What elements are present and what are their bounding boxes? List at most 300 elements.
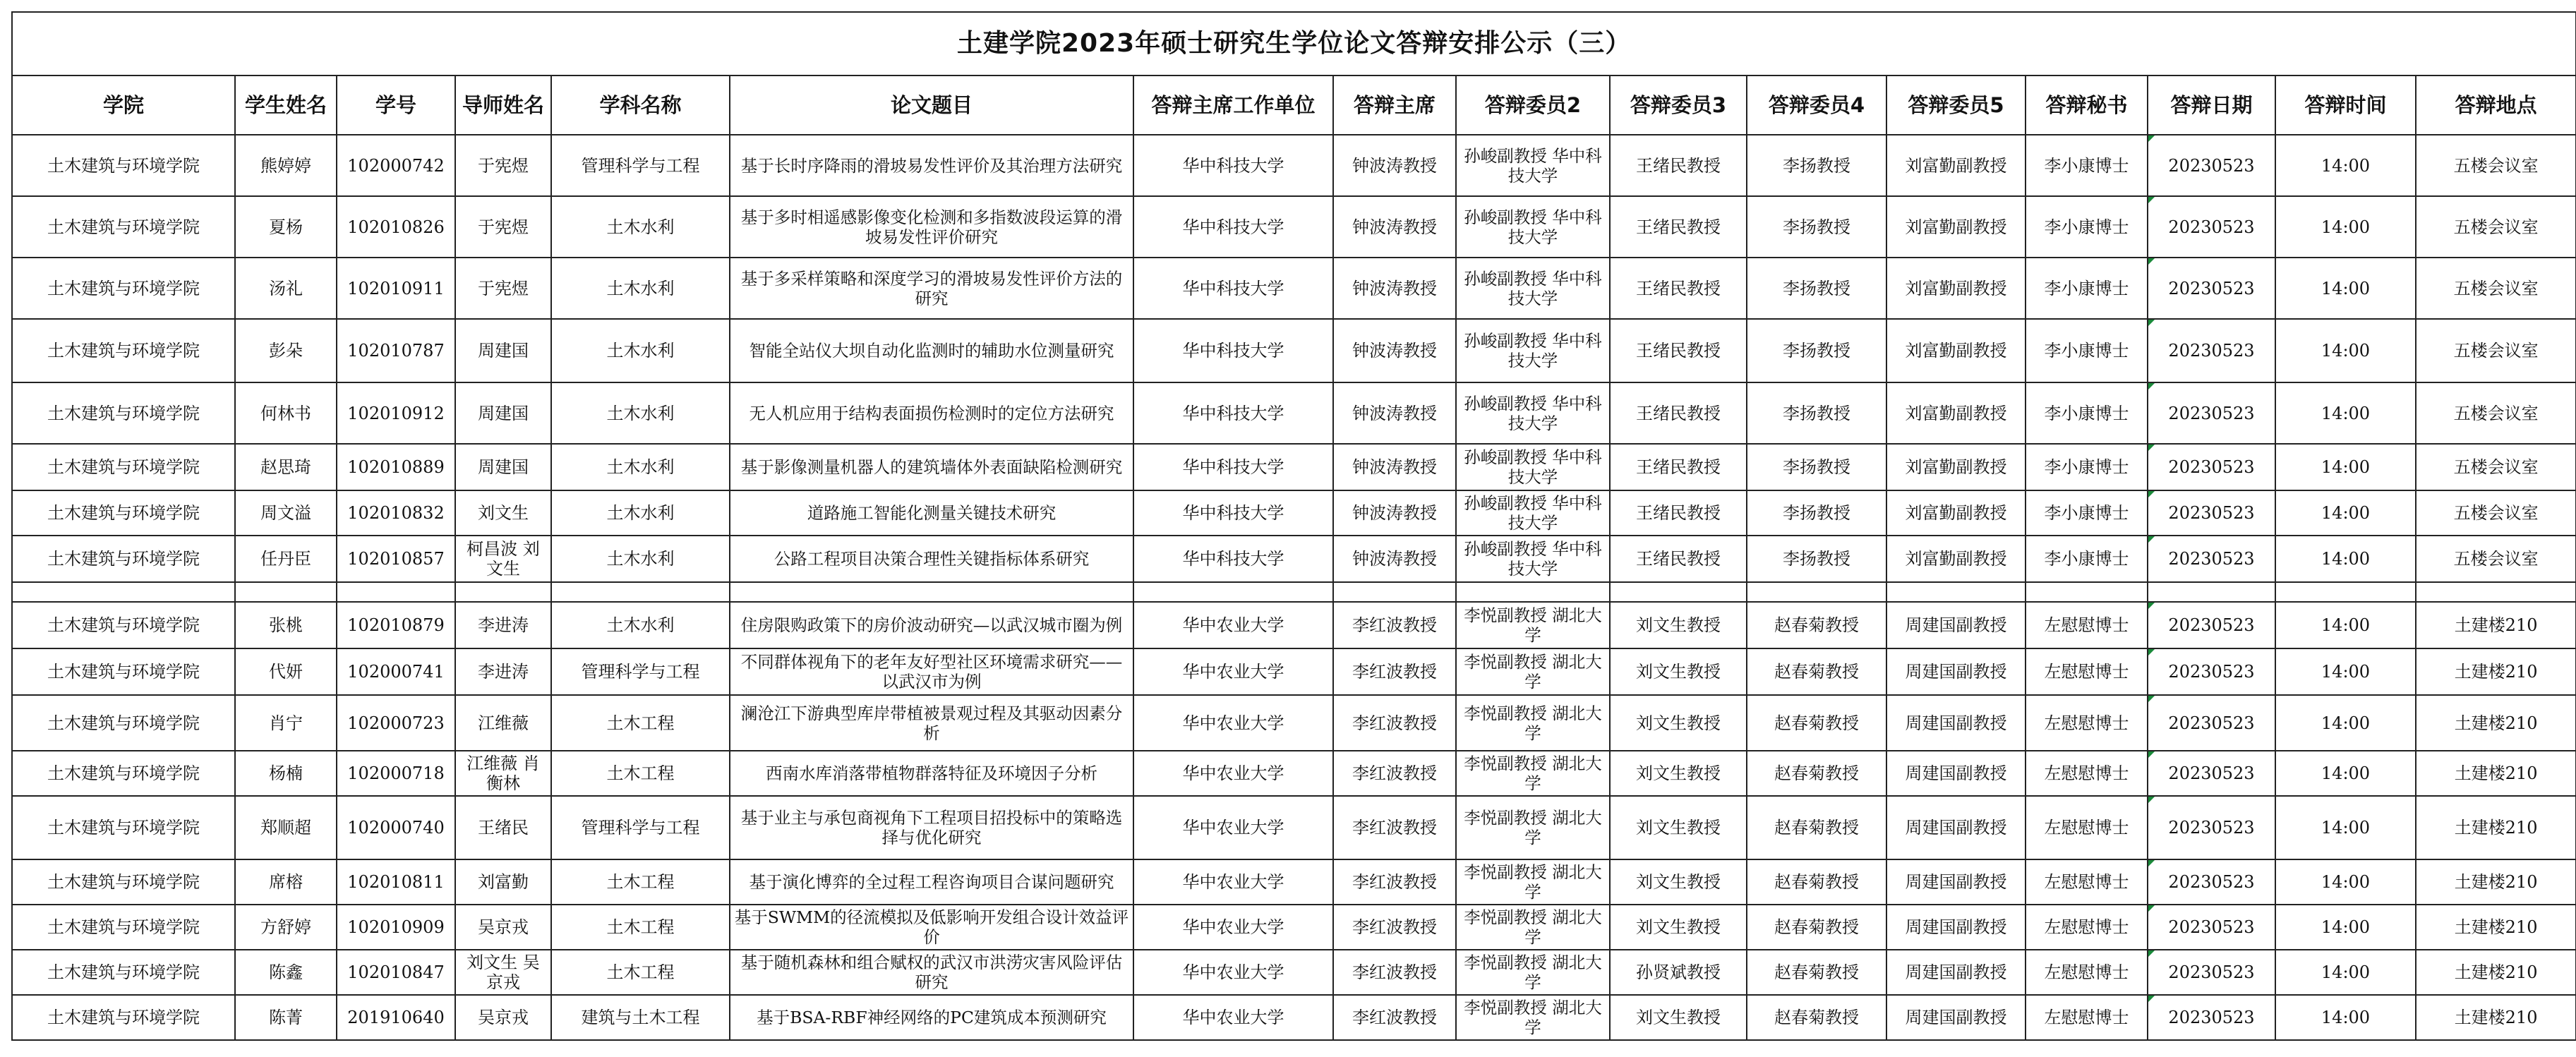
committee-member-5-cell: 周建国副教授 — [1886, 695, 2026, 751]
committee-member-2-cell: 李悦副教授 湖北大学 — [1456, 905, 1610, 950]
group-separator-row — [12, 582, 2576, 602]
chair-cell: 钟波涛教授 — [1333, 536, 1456, 582]
student-id-cell: 201910640 — [337, 995, 455, 1040]
student-id-cell: 102000742 — [337, 135, 455, 196]
chair-unit-cell: 华中科技大学 — [1133, 196, 1333, 258]
committee-member-2-cell: 李悦副教授 湖北大学 — [1456, 648, 1610, 695]
committee-member-3-cell: 刘文生教授 — [1610, 602, 1747, 648]
student-id-cell: 102000718 — [337, 751, 455, 796]
defense-place-cell: 五楼会议室 — [2416, 444, 2576, 490]
student-name-cell: 代妍 — [235, 648, 337, 695]
advisor-cell: 江维薇 — [455, 695, 551, 751]
header-college: 学院 — [12, 76, 235, 135]
committee-member-4-cell: 李扬教授 — [1747, 382, 1886, 444]
committee-member-3-cell: 王绪民教授 — [1610, 319, 1747, 382]
committee-member-4-cell: 赵春菊教授 — [1747, 995, 1886, 1040]
committee-member-5-cell: 周建国副教授 — [1886, 602, 2026, 648]
advisor-cell: 于宪煜 — [455, 135, 551, 196]
empty-cell — [1133, 582, 1333, 602]
secretary-cell: 李小康博士 — [2026, 536, 2148, 582]
empty-cell — [1886, 582, 2026, 602]
thesis-title-cell: 无人机应用于结构表面损伤检测时的定位方法研究 — [730, 382, 1133, 444]
student-name-cell: 彭朵 — [235, 319, 337, 382]
student-name-cell: 熊婷婷 — [235, 135, 337, 196]
committee-member-3-cell: 王绪民教授 — [1610, 536, 1747, 582]
secretary-cell: 李小康博士 — [2026, 258, 2148, 319]
committee-member-3-cell: 王绪民教授 — [1610, 196, 1747, 258]
table-row — [12, 751, 2576, 796]
defense-time-cell: 14:00 — [2275, 196, 2416, 258]
student-name-cell: 张桃 — [235, 602, 337, 648]
student-name-cell: 郑顺超 — [235, 796, 337, 859]
discipline-cell: 土木工程 — [551, 751, 730, 796]
student-id-cell: 102010912 — [337, 382, 455, 444]
defense-time-cell: 14:00 — [2275, 905, 2416, 950]
discipline-cell: 土木水利 — [551, 536, 730, 582]
chair-cell: 钟波涛教授 — [1333, 258, 1456, 319]
defense-place-cell: 五楼会议室 — [2416, 319, 2576, 382]
thesis-title-cell: 公路工程项目决策合理性关键指标体系研究 — [730, 536, 1133, 582]
student-name-cell: 何林书 — [235, 382, 337, 444]
defense-time-cell: 14:00 — [2275, 490, 2416, 536]
committee-member-2-cell: 孙峻副教授 华中科技大学 — [1456, 135, 1610, 196]
table-row — [12, 258, 2576, 319]
defense-date-cell: 20230523 — [2148, 751, 2275, 796]
table-row — [12, 950, 2576, 995]
empty-cell — [1747, 582, 1886, 602]
chair-unit-cell: 华中农业大学 — [1133, 859, 1333, 905]
advisor-cell: 王绪民 — [455, 796, 551, 859]
advisor-cell: 吴京戎 — [455, 995, 551, 1040]
table-row — [12, 536, 2576, 582]
student-id-cell: 102010826 — [337, 196, 455, 258]
defense-schedule-sheet — [11, 11, 2566, 1041]
chair-unit-cell: 华中农业大学 — [1133, 905, 1333, 950]
chair-unit-cell: 华中科技大学 — [1133, 258, 1333, 319]
empty-cell — [12, 582, 235, 602]
defense-place-cell: 五楼会议室 — [2416, 382, 2576, 444]
table-row — [12, 859, 2576, 905]
college-cell: 土木建筑与环境学院 — [12, 382, 235, 444]
student-name-cell: 方舒婷 — [235, 905, 337, 950]
header-member-2: 答辩委员2 — [1456, 76, 1610, 135]
college-cell: 土木建筑与环境学院 — [12, 648, 235, 695]
chair-cell: 钟波涛教授 — [1333, 490, 1456, 536]
chair-cell: 李红波教授 — [1333, 751, 1456, 796]
discipline-cell: 管理科学与工程 — [551, 648, 730, 695]
student-id-cell: 102000723 — [337, 695, 455, 751]
committee-member-2-cell: 孙峻副教授 华中科技大学 — [1456, 536, 1610, 582]
committee-member-4-cell: 李扬教授 — [1747, 319, 1886, 382]
defense-place-cell: 土建楼210 — [2416, 995, 2576, 1040]
student-name-cell: 夏杨 — [235, 196, 337, 258]
committee-member-3-cell: 刘文生教授 — [1610, 648, 1747, 695]
empty-cell — [1456, 582, 1610, 602]
discipline-cell: 土木水利 — [551, 490, 730, 536]
chair-cell: 李红波教授 — [1333, 602, 1456, 648]
empty-cell — [730, 582, 1133, 602]
committee-member-4-cell: 赵春菊教授 — [1747, 602, 1886, 648]
defense-place-cell: 土建楼210 — [2416, 695, 2576, 751]
defense-place-cell: 土建楼210 — [2416, 905, 2576, 950]
committee-member-3-cell: 刘文生教授 — [1610, 859, 1747, 905]
defense-date-cell: 20230523 — [2148, 319, 2275, 382]
committee-member-4-cell: 赵春菊教授 — [1747, 796, 1886, 859]
table-row — [12, 490, 2576, 536]
defense-time-cell: 14:00 — [2275, 382, 2416, 444]
student-id-cell: 102010911 — [337, 258, 455, 319]
student-id-cell: 102010909 — [337, 905, 455, 950]
college-cell: 土木建筑与环境学院 — [12, 905, 235, 950]
table-row — [12, 648, 2576, 695]
defense-time-cell: 14:00 — [2275, 602, 2416, 648]
header-chair: 答辩主席 — [1333, 76, 1456, 135]
college-cell: 土木建筑与环境学院 — [12, 258, 235, 319]
college-cell: 土木建筑与环境学院 — [12, 995, 235, 1040]
committee-member-3-cell: 王绪民教授 — [1610, 490, 1747, 536]
empty-cell — [337, 582, 455, 602]
chair-unit-cell: 华中科技大学 — [1133, 319, 1333, 382]
defense-date-cell: 20230523 — [2148, 135, 2275, 196]
defense-date-cell: 20230523 — [2148, 796, 2275, 859]
chair-unit-cell: 华中科技大学 — [1133, 490, 1333, 536]
student-id-cell: 102010787 — [337, 319, 455, 382]
discipline-cell: 土木水利 — [551, 196, 730, 258]
header-discipline: 学科名称 — [551, 76, 730, 135]
header-advisor: 导师姓名 — [455, 76, 551, 135]
defense-place-cell: 土建楼210 — [2416, 859, 2576, 905]
defense-date-cell: 20230523 — [2148, 859, 2275, 905]
committee-member-3-cell: 刘文生教授 — [1610, 796, 1747, 859]
student-name-cell: 周文溢 — [235, 490, 337, 536]
header-member-5: 答辩委员5 — [1886, 76, 2026, 135]
defense-date-cell: 20230523 — [2148, 648, 2275, 695]
defense-date-cell: 20230523 — [2148, 602, 2275, 648]
secretary-cell: 左慰慰博士 — [2026, 950, 2148, 995]
committee-member-4-cell: 李扬教授 — [1747, 258, 1886, 319]
committee-member-2-cell: 李悦副教授 湖北大学 — [1456, 950, 1610, 995]
defense-place-cell: 五楼会议室 — [2416, 258, 2576, 319]
committee-member-2-cell: 孙峻副教授 华中科技大学 — [1456, 490, 1610, 536]
chair-unit-cell: 华中农业大学 — [1133, 995, 1333, 1040]
defense-time-cell: 14:00 — [2275, 751, 2416, 796]
advisor-cell: 江维薇 肖衡林 — [455, 751, 551, 796]
defense-date-cell: 20230523 — [2148, 905, 2275, 950]
empty-cell — [1333, 582, 1456, 602]
committee-member-2-cell: 李悦副教授 湖北大学 — [1456, 695, 1610, 751]
empty-cell — [455, 582, 551, 602]
college-cell: 土木建筑与环境学院 — [12, 536, 235, 582]
secretary-cell: 李小康博士 — [2026, 444, 2148, 490]
college-cell: 土木建筑与环境学院 — [12, 444, 235, 490]
student-id-cell: 102000740 — [337, 796, 455, 859]
thesis-title-cell: 基于随机森林和组合赋权的武汉市洪涝灾害风险评估研究 — [730, 950, 1133, 995]
defense-place-cell: 五楼会议室 — [2416, 196, 2576, 258]
student-id-cell: 102010811 — [337, 859, 455, 905]
college-cell: 土木建筑与环境学院 — [12, 859, 235, 905]
chair-cell: 李红波教授 — [1333, 648, 1456, 695]
committee-member-5-cell: 刘富勤副教授 — [1886, 135, 2026, 196]
thesis-title-cell: 基于影像测量机器人的建筑墙体外表面缺陷检测研究 — [730, 444, 1133, 490]
table-row — [12, 444, 2576, 490]
defense-place-cell: 五楼会议室 — [2416, 536, 2576, 582]
chair-cell: 李红波教授 — [1333, 796, 1456, 859]
page-title: 土建学院2023年硕士研究生学位论文答辩安排公示（三） — [12, 12, 2576, 76]
student-id-cell: 102010857 — [337, 536, 455, 582]
defense-date-cell: 20230523 — [2148, 536, 2275, 582]
discipline-cell: 土木工程 — [551, 950, 730, 995]
advisor-cell: 刘富勤 — [455, 859, 551, 905]
chair-cell: 钟波涛教授 — [1333, 196, 1456, 258]
secretary-cell: 左慰慰博士 — [2026, 995, 2148, 1040]
committee-member-4-cell: 李扬教授 — [1747, 536, 1886, 582]
committee-member-4-cell: 李扬教授 — [1747, 490, 1886, 536]
chair-unit-cell: 华中农业大学 — [1133, 751, 1333, 796]
college-cell: 土木建筑与环境学院 — [12, 319, 235, 382]
committee-member-2-cell: 孙峻副教授 华中科技大学 — [1456, 319, 1610, 382]
table-row — [12, 602, 2576, 648]
chair-unit-cell: 华中科技大学 — [1133, 382, 1333, 444]
committee-member-4-cell: 赵春菊教授 — [1747, 950, 1886, 995]
college-cell: 土木建筑与环境学院 — [12, 135, 235, 196]
defense-date-cell: 20230523 — [2148, 196, 2275, 258]
committee-member-2-cell: 孙峻副教授 华中科技大学 — [1456, 382, 1610, 444]
thesis-title-cell: 基于多采样策略和深度学习的滑坡易发性评价方法的研究 — [730, 258, 1133, 319]
chair-unit-cell: 华中农业大学 — [1133, 950, 1333, 995]
committee-member-5-cell: 刘富勤副教授 — [1886, 536, 2026, 582]
chair-cell: 钟波涛教授 — [1333, 135, 1456, 196]
committee-member-3-cell: 王绪民教授 — [1610, 258, 1747, 319]
committee-member-3-cell: 王绪民教授 — [1610, 135, 1747, 196]
header-thesis-title: 论文题目 — [730, 76, 1133, 135]
header-place: 答辩地点 — [2416, 76, 2576, 135]
defense-date-cell: 20230523 — [2148, 695, 2275, 751]
defense-place-cell: 土建楼210 — [2416, 796, 2576, 859]
committee-member-2-cell: 李悦副教授 湖北大学 — [1456, 751, 1610, 796]
table-row — [12, 695, 2576, 751]
committee-member-5-cell: 周建国副教授 — [1886, 995, 2026, 1040]
committee-member-4-cell: 李扬教授 — [1747, 444, 1886, 490]
committee-member-3-cell: 王绪民教授 — [1610, 444, 1747, 490]
discipline-cell: 土木水利 — [551, 319, 730, 382]
defense-schedule-table — [11, 11, 2576, 1041]
committee-member-5-cell: 刘富勤副教授 — [1886, 196, 2026, 258]
college-cell: 土木建筑与环境学院 — [12, 490, 235, 536]
committee-member-5-cell: 刘富勤副教授 — [1886, 319, 2026, 382]
committee-member-3-cell: 王绪民教授 — [1610, 382, 1747, 444]
defense-time-cell: 14:00 — [2275, 319, 2416, 382]
defense-date-cell: 20230523 — [2148, 490, 2275, 536]
chair-cell: 李红波教授 — [1333, 695, 1456, 751]
chair-unit-cell: 华中农业大学 — [1133, 695, 1333, 751]
secretary-cell: 左慰慰博士 — [2026, 695, 2148, 751]
committee-member-2-cell: 孙峻副教授 华中科技大学 — [1456, 444, 1610, 490]
advisor-cell: 李进涛 — [455, 602, 551, 648]
thesis-title-cell: 道路施工智能化测量关键技术研究 — [730, 490, 1133, 536]
chair-unit-cell: 华中科技大学 — [1133, 444, 1333, 490]
thesis-title-cell: 基于长时序降雨的滑坡易发性评价及其治理方法研究 — [730, 135, 1133, 196]
discipline-cell: 土木水利 — [551, 602, 730, 648]
advisor-cell: 周建国 — [455, 382, 551, 444]
defense-time-cell: 14:00 — [2275, 950, 2416, 995]
student-name-cell: 赵思琦 — [235, 444, 337, 490]
defense-place-cell: 土建楼210 — [2416, 602, 2576, 648]
committee-member-5-cell: 刘富勤副教授 — [1886, 444, 2026, 490]
committee-member-3-cell: 孙贤斌教授 — [1610, 950, 1747, 995]
secretary-cell: 左慰慰博士 — [2026, 859, 2148, 905]
header-member-3: 答辩委员3 — [1610, 76, 1747, 135]
defense-date-cell: 20230523 — [2148, 444, 2275, 490]
discipline-cell: 土木水利 — [551, 444, 730, 490]
defense-time-cell: 14:00 — [2275, 536, 2416, 582]
student-id-cell: 102010879 — [337, 602, 455, 648]
header-time: 答辩时间 — [2275, 76, 2416, 135]
table-row — [12, 382, 2576, 444]
college-cell: 土木建筑与环境学院 — [12, 751, 235, 796]
committee-member-5-cell: 周建国副教授 — [1886, 950, 2026, 995]
secretary-cell: 李小康博士 — [2026, 196, 2148, 258]
empty-cell — [551, 582, 730, 602]
thesis-title-cell: 西南水库消落带植物群落特征及环境因子分析 — [730, 751, 1133, 796]
committee-member-2-cell: 孙峻副教授 华中科技大学 — [1456, 196, 1610, 258]
committee-member-5-cell: 周建国副教授 — [1886, 751, 2026, 796]
discipline-cell: 土木工程 — [551, 905, 730, 950]
student-id-cell: 102010832 — [337, 490, 455, 536]
advisor-cell: 于宪煜 — [455, 196, 551, 258]
advisor-cell: 吴京戎 — [455, 905, 551, 950]
college-cell: 土木建筑与环境学院 — [12, 695, 235, 751]
student-id-cell: 102010847 — [337, 950, 455, 995]
committee-member-5-cell: 周建国副教授 — [1886, 859, 2026, 905]
committee-member-3-cell: 刘文生教授 — [1610, 695, 1747, 751]
thesis-title-cell: 基于BSA-RBF神经网络的PC建筑成本预测研究 — [730, 995, 1133, 1040]
advisor-cell: 周建国 — [455, 444, 551, 490]
committee-member-4-cell: 赵春菊教授 — [1747, 859, 1886, 905]
header-secretary: 答辩秘书 — [2026, 76, 2148, 135]
committee-member-2-cell: 李悦副教授 湖北大学 — [1456, 859, 1610, 905]
committee-member-4-cell: 赵春菊教授 — [1747, 695, 1886, 751]
secretary-cell: 李小康博士 — [2026, 135, 2148, 196]
defense-time-cell: 14:00 — [2275, 995, 2416, 1040]
table-body — [12, 135, 2576, 1040]
table-row — [12, 319, 2576, 382]
empty-cell — [1610, 582, 1747, 602]
chair-unit-cell: 华中农业大学 — [1133, 648, 1333, 695]
discipline-cell: 土木水利 — [551, 258, 730, 319]
thesis-title-cell: 住房限购政策下的房价波动研究—以武汉城市圈为例 — [730, 602, 1133, 648]
committee-member-4-cell: 赵春菊教授 — [1747, 905, 1886, 950]
defense-date-cell: 20230523 — [2148, 258, 2275, 319]
header-student-id: 学号 — [337, 76, 455, 135]
chair-cell: 李红波教授 — [1333, 950, 1456, 995]
college-cell: 土木建筑与环境学院 — [12, 602, 235, 648]
empty-cell — [2148, 582, 2275, 602]
advisor-cell: 刘文生 — [455, 490, 551, 536]
committee-member-5-cell: 周建国副教授 — [1886, 648, 2026, 695]
secretary-cell: 李小康博士 — [2026, 490, 2148, 536]
committee-member-5-cell: 刘富勤副教授 — [1886, 258, 2026, 319]
defense-time-cell: 14:00 — [2275, 648, 2416, 695]
student-id-cell: 102010889 — [337, 444, 455, 490]
thesis-title-cell: 澜沧江下游典型库岸带植被景观过程及其驱动因素分析 — [730, 695, 1133, 751]
college-cell: 土木建筑与环境学院 — [12, 196, 235, 258]
chair-unit-cell: 华中农业大学 — [1133, 602, 1333, 648]
header-date: 答辩日期 — [2148, 76, 2275, 135]
student-name-cell: 肖宁 — [235, 695, 337, 751]
committee-member-3-cell: 刘文生教授 — [1610, 995, 1747, 1040]
table-row — [12, 135, 2576, 196]
secretary-cell: 左慰慰博士 — [2026, 648, 2148, 695]
discipline-cell: 管理科学与工程 — [551, 135, 730, 196]
discipline-cell: 建筑与土木工程 — [551, 995, 730, 1040]
discipline-cell: 土木工程 — [551, 859, 730, 905]
committee-member-4-cell: 赵春菊教授 — [1747, 751, 1886, 796]
table-row — [12, 796, 2576, 859]
committee-member-2-cell: 李悦副教授 湖北大学 — [1456, 995, 1610, 1040]
defense-time-cell: 14:00 — [2275, 859, 2416, 905]
student-name-cell: 陈菁 — [235, 995, 337, 1040]
thesis-title-cell: 基于多时相遥感影像变化检测和多指数波段运算的滑坡易发性评价研究 — [730, 196, 1133, 258]
student-id-cell: 102000741 — [337, 648, 455, 695]
header-member-4: 答辩委员4 — [1747, 76, 1886, 135]
chair-cell: 钟波涛教授 — [1333, 382, 1456, 444]
secretary-cell: 左慰慰博士 — [2026, 602, 2148, 648]
thesis-title-cell: 基于SWMM的径流模拟及低影响开发组合设计效益评价 — [730, 905, 1133, 950]
header-student-name: 学生姓名 — [235, 76, 337, 135]
chair-cell: 李红波教授 — [1333, 905, 1456, 950]
table-row — [12, 995, 2576, 1040]
discipline-cell: 土木工程 — [551, 695, 730, 751]
committee-member-3-cell: 刘文生教授 — [1610, 751, 1747, 796]
student-name-cell: 席榕 — [235, 859, 337, 905]
header-row — [12, 76, 2576, 135]
secretary-cell: 李小康博士 — [2026, 319, 2148, 382]
chair-unit-cell: 华中科技大学 — [1133, 536, 1333, 582]
advisor-cell: 柯昌波 刘文生 — [455, 536, 551, 582]
thesis-title-cell: 基于业主与承包商视角下工程项目招投标中的策略选择与优化研究 — [730, 796, 1133, 859]
committee-member-5-cell: 周建国副教授 — [1886, 905, 2026, 950]
committee-member-2-cell: 李悦副教授 湖北大学 — [1456, 602, 1610, 648]
defense-date-cell: 20230523 — [2148, 382, 2275, 444]
secretary-cell: 左慰慰博士 — [2026, 796, 2148, 859]
student-name-cell: 陈鑫 — [235, 950, 337, 995]
committee-member-5-cell: 刘富勤副教授 — [1886, 382, 2026, 444]
empty-cell — [2026, 582, 2148, 602]
advisor-cell: 李进涛 — [455, 648, 551, 695]
secretary-cell: 左慰慰博士 — [2026, 751, 2148, 796]
student-name-cell: 杨楠 — [235, 751, 337, 796]
student-name-cell: 汤礼 — [235, 258, 337, 319]
defense-place-cell: 五楼会议室 — [2416, 490, 2576, 536]
chair-unit-cell: 华中科技大学 — [1133, 135, 1333, 196]
chair-cell: 钟波涛教授 — [1333, 319, 1456, 382]
empty-cell — [235, 582, 337, 602]
chair-unit-cell: 华中农业大学 — [1133, 796, 1333, 859]
secretary-cell: 李小康博士 — [2026, 382, 2148, 444]
defense-place-cell: 土建楼210 — [2416, 950, 2576, 995]
defense-time-cell: 14:00 — [2275, 135, 2416, 196]
committee-member-4-cell: 李扬教授 — [1747, 135, 1886, 196]
discipline-cell: 管理科学与工程 — [551, 796, 730, 859]
student-name-cell: 任丹臣 — [235, 536, 337, 582]
committee-member-4-cell: 李扬教授 — [1747, 196, 1886, 258]
defense-place-cell: 土建楼210 — [2416, 648, 2576, 695]
committee-member-2-cell: 李悦副教授 湖北大学 — [1456, 796, 1610, 859]
defense-place-cell: 土建楼210 — [2416, 751, 2576, 796]
thesis-title-cell: 不同群体视角下的老年友好型社区环境需求研究——以武汉市为例 — [730, 648, 1133, 695]
defense-time-cell: 14:00 — [2275, 258, 2416, 319]
header-chair-unit: 答辩主席工作单位 — [1133, 76, 1333, 135]
